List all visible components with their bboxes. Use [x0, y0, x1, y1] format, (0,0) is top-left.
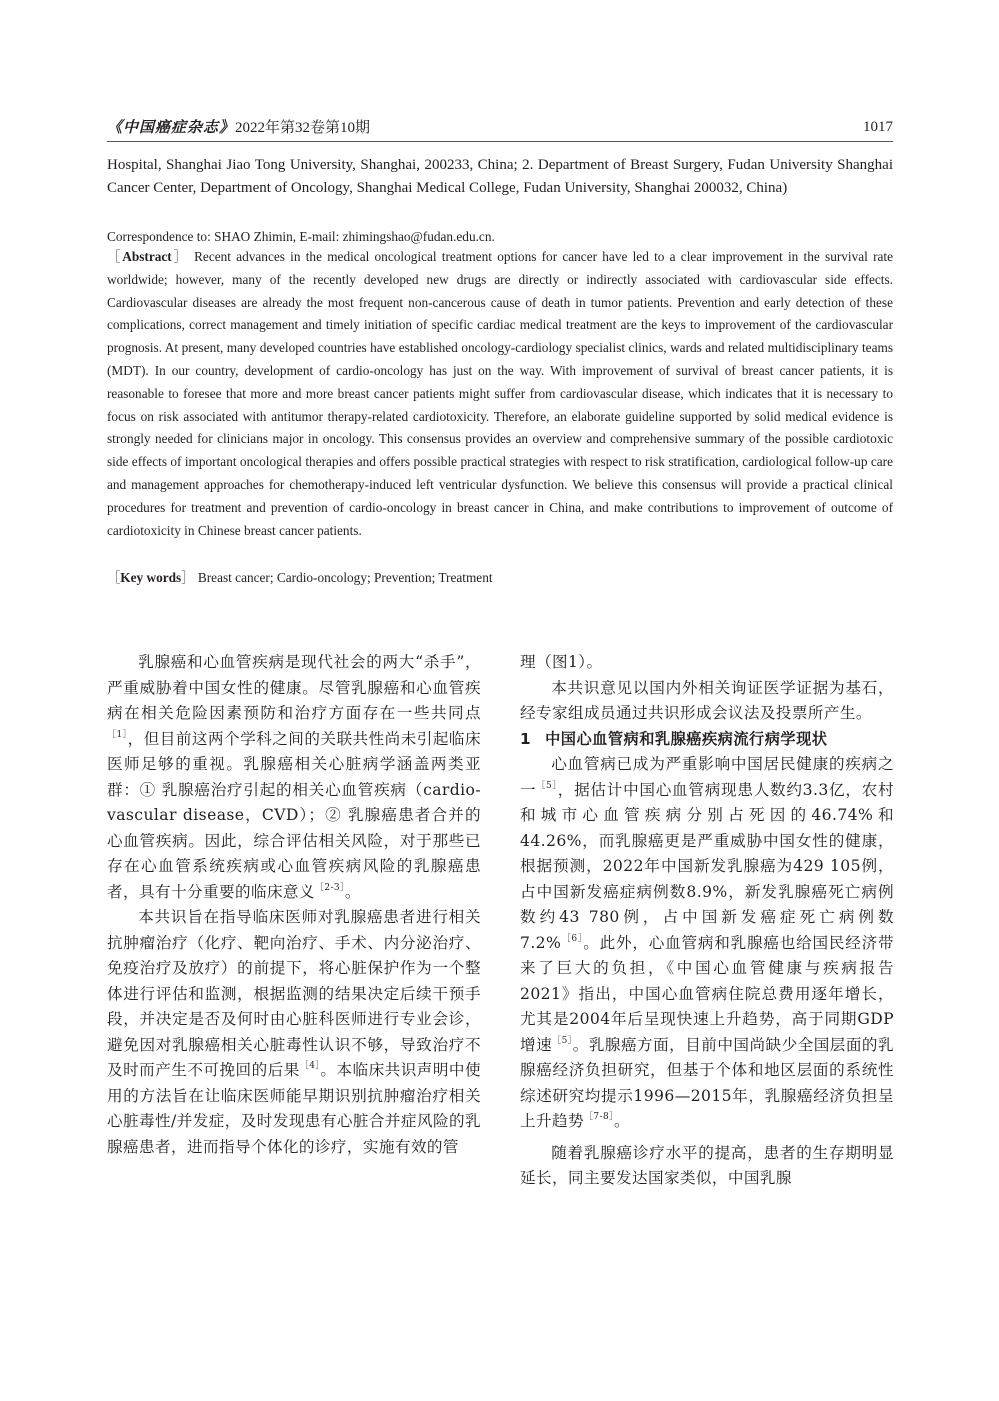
paragraph-text: 。此外，心血管病和乳腺癌也给国民经济带来了巨大的负担，《中国心血管健康与疾病报告2021》指出，中国心血管病住院总费用逐年增长，尤其是2004年后呈现快速上升趋势，高于同期GDP增速	[520, 933, 894, 1054]
paragraph: 随着乳腺癌诊疗水平的提高，患者的生存期明显延长，同主要发达国家类似，中国乳腺	[520, 1143, 894, 1187]
paragraph-text: 。乳腺癌方面，目前中国尚缺少全国层面的乳腺癌经济负担研究，但基于个体和地区层面的系统性综述研究均提示1996—2015年，乳腺癌经济负担呈上升趋势	[520, 1035, 894, 1130]
abstract-text: Recent advances in the medical oncological treatment options for cancer have led to a clear improvement in the survival rate worldwide; however, many of the recently developed new drugs are directly or indirectly associated with cardiovascular side effects. Cardiovascular diseases are already the most frequent non-cancerous cause of death in tumor patients. Prevention and early detection of these complications, correct management and timely initiation of specific cardiac medical treatment are the keys to improvement of the cardiovascular prognosis. At present, many developed countries have established oncology-cardiology specialist clinics, wards and related multidisciplinary teams (MDT). In our country, development of cardio-oncology has just on the way. With improvement of survival of breast cancer patients, it is reasonable to foresee that more and more breast cancer patients might suffer from cardiovascular disease, which indicates that it is necessary to focus on risk associated with antitumor therapy-related cardiotoxicity. Therefore, an elaborate guideline supported by solid medical evidence is strongly needed for clinicians major in oncology. This consensus provides an overview and comprehensive summary of the possible cardiotoxic side effects of important oncological therapies and offers possible practical strategies with respect to risk stratification, cardiological follow-up care and management approaches for chemotherapy-induced left ventricular dysfunction. We believe this consensus will provide a practical clinical procedures for treatment and prevention of cardio-oncology in breast cancer in China, and make contributions to improvement of outcome of cardiotoxicity in Chinese breast cancer patients.	[107, 249, 894, 538]
journal-issue: 2022年第32卷第10期	[235, 120, 371, 136]
citation-ref[interactable]: ［4］	[299, 1061, 321, 1071]
keywords-close-bracket: ］	[181, 570, 195, 585]
page-number: 1017	[863, 119, 893, 135]
keywords-open-bracket: ［	[107, 570, 121, 585]
section-title: 中国心血管病和乳腺癌疾病流行病学现状	[545, 729, 828, 748]
body-column-left	[107, 650, 481, 1160]
abstract-label: Abstract	[122, 249, 172, 264]
body-column-right	[520, 650, 894, 1192]
paragraph	[107, 650, 481, 905]
keywords	[107, 567, 893, 589]
paragraph-text: 。	[613, 1112, 630, 1130]
section-heading	[520, 727, 894, 753]
paragraph: 理（图1）。	[520, 653, 603, 671]
journal-citation	[107, 117, 370, 138]
citation-ref[interactable]: ［1］	[107, 729, 128, 740]
abstract-open-bracket: ［	[107, 249, 123, 264]
citation-ref[interactable]: ［2-3］	[314, 882, 345, 893]
paragraph-text: ，据估计中国心血管病现患人数约3.3亿，农村和城市心血管疾病分别占死因的46.74%和44.26%，而乳腺癌更是严重威胁中国女性的健康，根据预测，2022年中国新发乳腺癌为429 105例，占中国新发癌症病例数8.9%，新发乳腺癌死亡病例数约43 780例，占中国新发癌症死亡病例数7.2%	[520, 780, 894, 952]
keywords-label: Key words	[120, 570, 182, 585]
running-header	[107, 117, 893, 142]
paragraph-text: 乳腺癌和心血管疾病是现代社会的两大“杀手”，严重威胁着中国女性的健康。尽管乳腺癌和心血管疾病在相关危险因素预防和治疗方面存在一些共同点	[107, 653, 481, 722]
citation-ref[interactable]: ［6］	[561, 933, 584, 944]
keywords-text: Breast cancer; Cardio-oncology; Prevention; Treatment	[197, 570, 493, 585]
paragraph	[520, 752, 894, 1135]
paragraph-text: 心血管病已成为严重影响中国居民健康的疾病之一	[520, 755, 894, 799]
journal-name: 《中国癌症杂志》	[107, 118, 236, 136]
paragraph-text: ，但目前这两个学科之间的关联共性尚未引起临床医师足够的重视。乳腺癌相关心脏病学涵盖两类亚群：① 乳腺癌治疗引起的相关心血管疾病（cardio-vascular disease，CVD）；② 乳腺癌患者合并的心血管疾病。因此，综合评估相关风险，对于那些已存在心血管系统疾病或心血管疾病风险的乳腺癌患者，具有十分重要的临床意义	[107, 729, 481, 901]
citation-ref[interactable]: ［5］	[552, 1035, 573, 1046]
section-number: 1	[520, 729, 532, 748]
abstract-close-bracket: ］	[171, 249, 189, 264]
citation-ref[interactable]: ［5］	[536, 780, 558, 791]
affiliation: Hospital, Shanghai Jiao Tong University, Shanghai, 200233, China; 2. Department of Breast Surgery, Fudan University Shanghai Cancer Center, Department of Oncology, Shanghai Medical College, Fudan University, Shanghai 200032, China)	[107, 157, 893, 196]
paragraph-text: 。	[344, 882, 361, 901]
citation-ref[interactable]: ［7-8］	[583, 1112, 614, 1122]
paragraph-text: 。本临床共识声明中使用的方法旨在让临床医师能早期识别抗肿瘤治疗相关心脏毒性/并发症，及时发现患有心脏合并症风险的乳腺癌患者，进而指导个体化的诊疗，实施有效的管	[107, 1061, 481, 1156]
correspondence: Correspondence to: SHAO Zhimin, E-mail: zhimingshao@fudan.edu.cn.	[107, 229, 495, 244]
paragraph-text: 本共识旨在指导临床医师对乳腺癌患者进行相关抗肿瘤治疗（化疗、靶向治疗、手术、内分泌治疗、免疫治疗及放疗）的前提下，将心脏保护作为一个整体进行评估和监测，根据监测的结果决定后续干预手段，并决定是否及何时由心脏科医师进行专业会诊，避免因对乳腺癌相关心脏毒性认识不够，导致治疗不及时而产生不可挽回的后果	[107, 908, 481, 1079]
paragraph: 本共识意见以国内外相关询证医学证据为基石，经专家组成员通过共识形成会议法及投票所产生。	[520, 678, 894, 722]
abstract	[107, 246, 893, 542]
paragraph	[107, 905, 481, 1160]
